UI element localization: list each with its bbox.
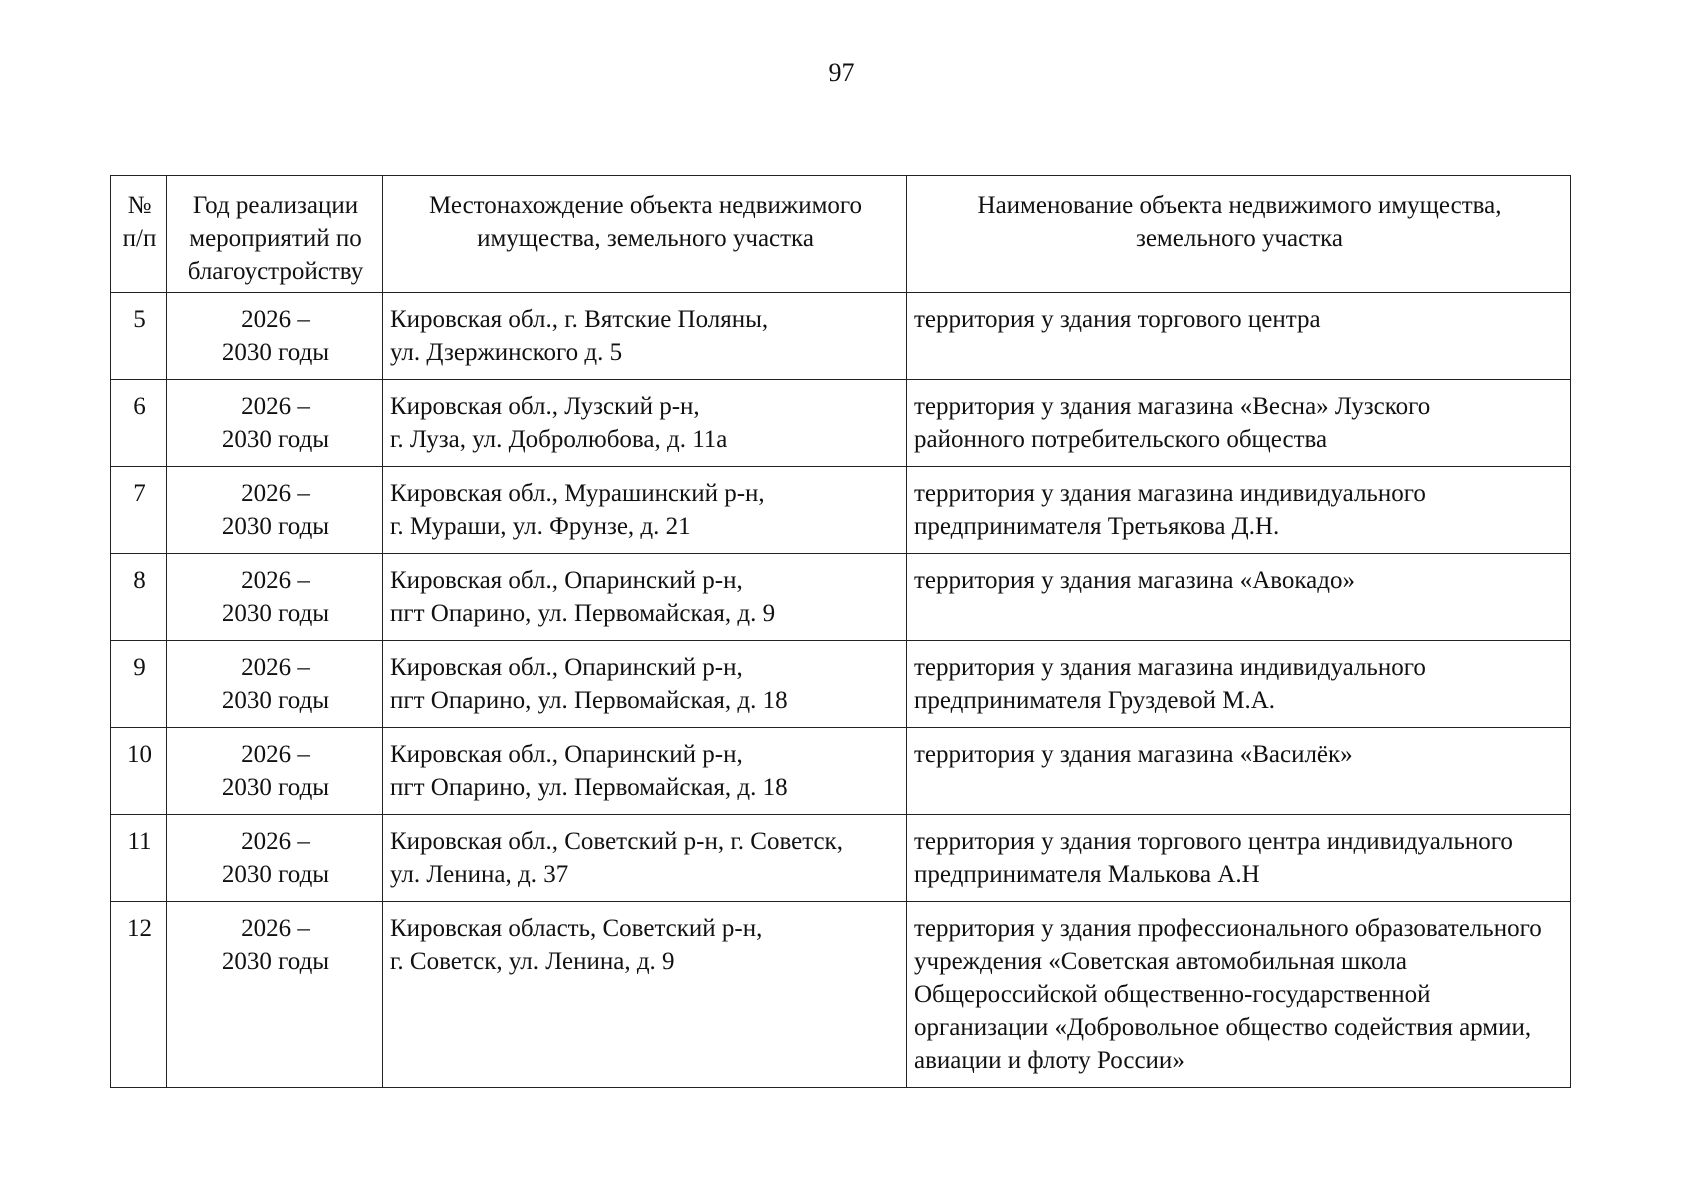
cell-year xyxy=(167,902,383,1088)
cell-num: 10 xyxy=(111,728,167,815)
cell-name-line: территория у здания торгового центра xyxy=(914,306,1321,333)
cell-year xyxy=(167,467,383,554)
cell-name xyxy=(907,380,1571,467)
cell-name-line: организации «Добровольное общество содействия армии, xyxy=(914,1014,1532,1041)
cell-num: 9 xyxy=(111,641,167,728)
cell-location-line: Кировская обл., Мурашинский р-н, xyxy=(390,480,765,507)
cell-num: 12 xyxy=(111,902,167,1088)
cell-name-line: территория у здания торгового центра индивидуального xyxy=(914,828,1513,855)
cell-location xyxy=(383,815,907,902)
cell-location-line: Кировская обл., Опаринский р-н, xyxy=(390,654,743,681)
header-name: Наименование объекта недвижимого имущества, земельного участка xyxy=(907,176,1571,293)
header-year: Год реализации мероприятий по благоустройству xyxy=(167,176,383,293)
cell-location-line: Кировская обл., Опаринский р-н, xyxy=(390,741,743,768)
table-header-row xyxy=(111,176,1571,293)
cell-year-line: 2030 годы xyxy=(221,426,330,453)
cell-location xyxy=(383,641,907,728)
cell-year-line: 2026 – xyxy=(241,567,310,594)
cell-year-line: 2026 – xyxy=(241,393,310,420)
cell-year-line: 2030 годы xyxy=(221,513,330,540)
cell-location-line: г. Мураши, ул. Фрунзе, д. 21 xyxy=(390,513,691,540)
table-row xyxy=(111,902,1571,1088)
cell-name-line: территория у здания магазина «Весна» Лузского xyxy=(914,393,1431,420)
header-num: № п/п xyxy=(111,176,167,293)
cell-year xyxy=(167,293,383,380)
cell-name-line: территория у здания магазина индивидуального xyxy=(914,480,1426,507)
cell-name xyxy=(907,554,1571,641)
table-row xyxy=(111,467,1571,554)
page-number: 97 xyxy=(828,58,855,87)
cell-name-line: авиации и флоту России» xyxy=(914,1047,1185,1074)
cell-location-line: пгт Опарино, ул. Первомайская, д. 18 xyxy=(390,774,788,801)
cell-year-line: 2030 годы xyxy=(221,948,330,975)
cell-location-line: ул. Ленина, д. 37 xyxy=(390,861,569,888)
cell-year-line: 2026 – xyxy=(241,828,310,855)
cell-location-line: г. Советск, ул. Ленина, д. 9 xyxy=(390,948,675,975)
cell-year xyxy=(167,728,383,815)
cell-year-line: 2026 – xyxy=(241,654,310,681)
cell-year-line: 2026 – xyxy=(241,741,310,768)
cell-name-line: территория у здания магазина «Авокадо» xyxy=(914,567,1355,594)
cell-year-line: 2026 – xyxy=(241,480,310,507)
cell-location-line: Кировская обл., Советский р-н, г. Советск, xyxy=(390,828,843,855)
cell-location xyxy=(383,728,907,815)
cell-num: 6 xyxy=(111,380,167,467)
cell-location-line: Кировская обл., г. Вятские Поляны, xyxy=(390,306,769,333)
cell-year-line: 2030 годы xyxy=(221,339,330,366)
cell-location xyxy=(383,902,907,1088)
cell-name xyxy=(907,641,1571,728)
cell-location-line: пгт Опарино, ул. Первомайская, д. 18 xyxy=(390,687,788,714)
cell-location-line: ул. Дзержинского д. 5 xyxy=(390,339,623,366)
cell-name xyxy=(907,815,1571,902)
cell-year-line: 2026 – xyxy=(241,915,310,942)
cell-year xyxy=(167,380,383,467)
cell-name xyxy=(907,467,1571,554)
cell-location-line: пгт Опарино, ул. Первомайская, д. 9 xyxy=(390,600,776,627)
table-row xyxy=(111,380,1571,467)
cell-year-line: 2030 годы xyxy=(221,861,330,888)
cell-location-line: г. Луза, ул. Добролюбова, д. 11а xyxy=(390,426,728,453)
cell-location xyxy=(383,293,907,380)
property-table xyxy=(110,175,1571,1088)
cell-name xyxy=(907,293,1571,380)
cell-num: 11 xyxy=(111,815,167,902)
cell-location-line: Кировская обл., Лузский р-н, xyxy=(390,393,700,420)
cell-year-line: 2030 годы xyxy=(221,687,330,714)
cell-name xyxy=(907,728,1571,815)
table-row xyxy=(111,293,1571,380)
table-row xyxy=(111,554,1571,641)
cell-year-line: 2026 – xyxy=(241,306,310,333)
table-row xyxy=(111,815,1571,902)
cell-location xyxy=(383,554,907,641)
cell-location-line: Кировская область, Советский р-н, xyxy=(390,915,763,942)
cell-year xyxy=(167,554,383,641)
table-row xyxy=(111,728,1571,815)
cell-num: 7 xyxy=(111,467,167,554)
header-location: Местонахождение объекта недвижимого имущества, земельного участка xyxy=(383,176,907,293)
cell-name-line: Общероссийской общественно-государственной xyxy=(914,981,1431,1008)
cell-name-line: территория у здания магазина «Василёк» xyxy=(914,741,1353,768)
cell-location xyxy=(383,467,907,554)
cell-name-line: районного потребительского общества xyxy=(914,426,1328,453)
cell-year xyxy=(167,815,383,902)
cell-num: 5 xyxy=(111,293,167,380)
cell-location-line: Кировская обл., Опаринский р-н, xyxy=(390,567,743,594)
cell-name-line: учреждения «Советская автомобильная школа xyxy=(914,948,1407,975)
cell-name-line: территория у здания профессионального образовательного xyxy=(914,915,1542,942)
cell-name-line: предпринимателя Груздевой М.А. xyxy=(914,687,1276,714)
cell-name xyxy=(907,902,1571,1088)
cell-year-line: 2030 годы xyxy=(221,600,330,627)
cell-num: 8 xyxy=(111,554,167,641)
cell-year-line: 2030 годы xyxy=(221,774,330,801)
cell-location xyxy=(383,380,907,467)
cell-name-line: территория у здания магазина индивидуального xyxy=(914,654,1426,681)
table-row xyxy=(111,641,1571,728)
cell-name-line: предпринимателя Малькова А.Н xyxy=(914,861,1260,888)
cell-name-line: предпринимателя Третьякова Д.Н. xyxy=(914,513,1280,540)
cell-year xyxy=(167,641,383,728)
